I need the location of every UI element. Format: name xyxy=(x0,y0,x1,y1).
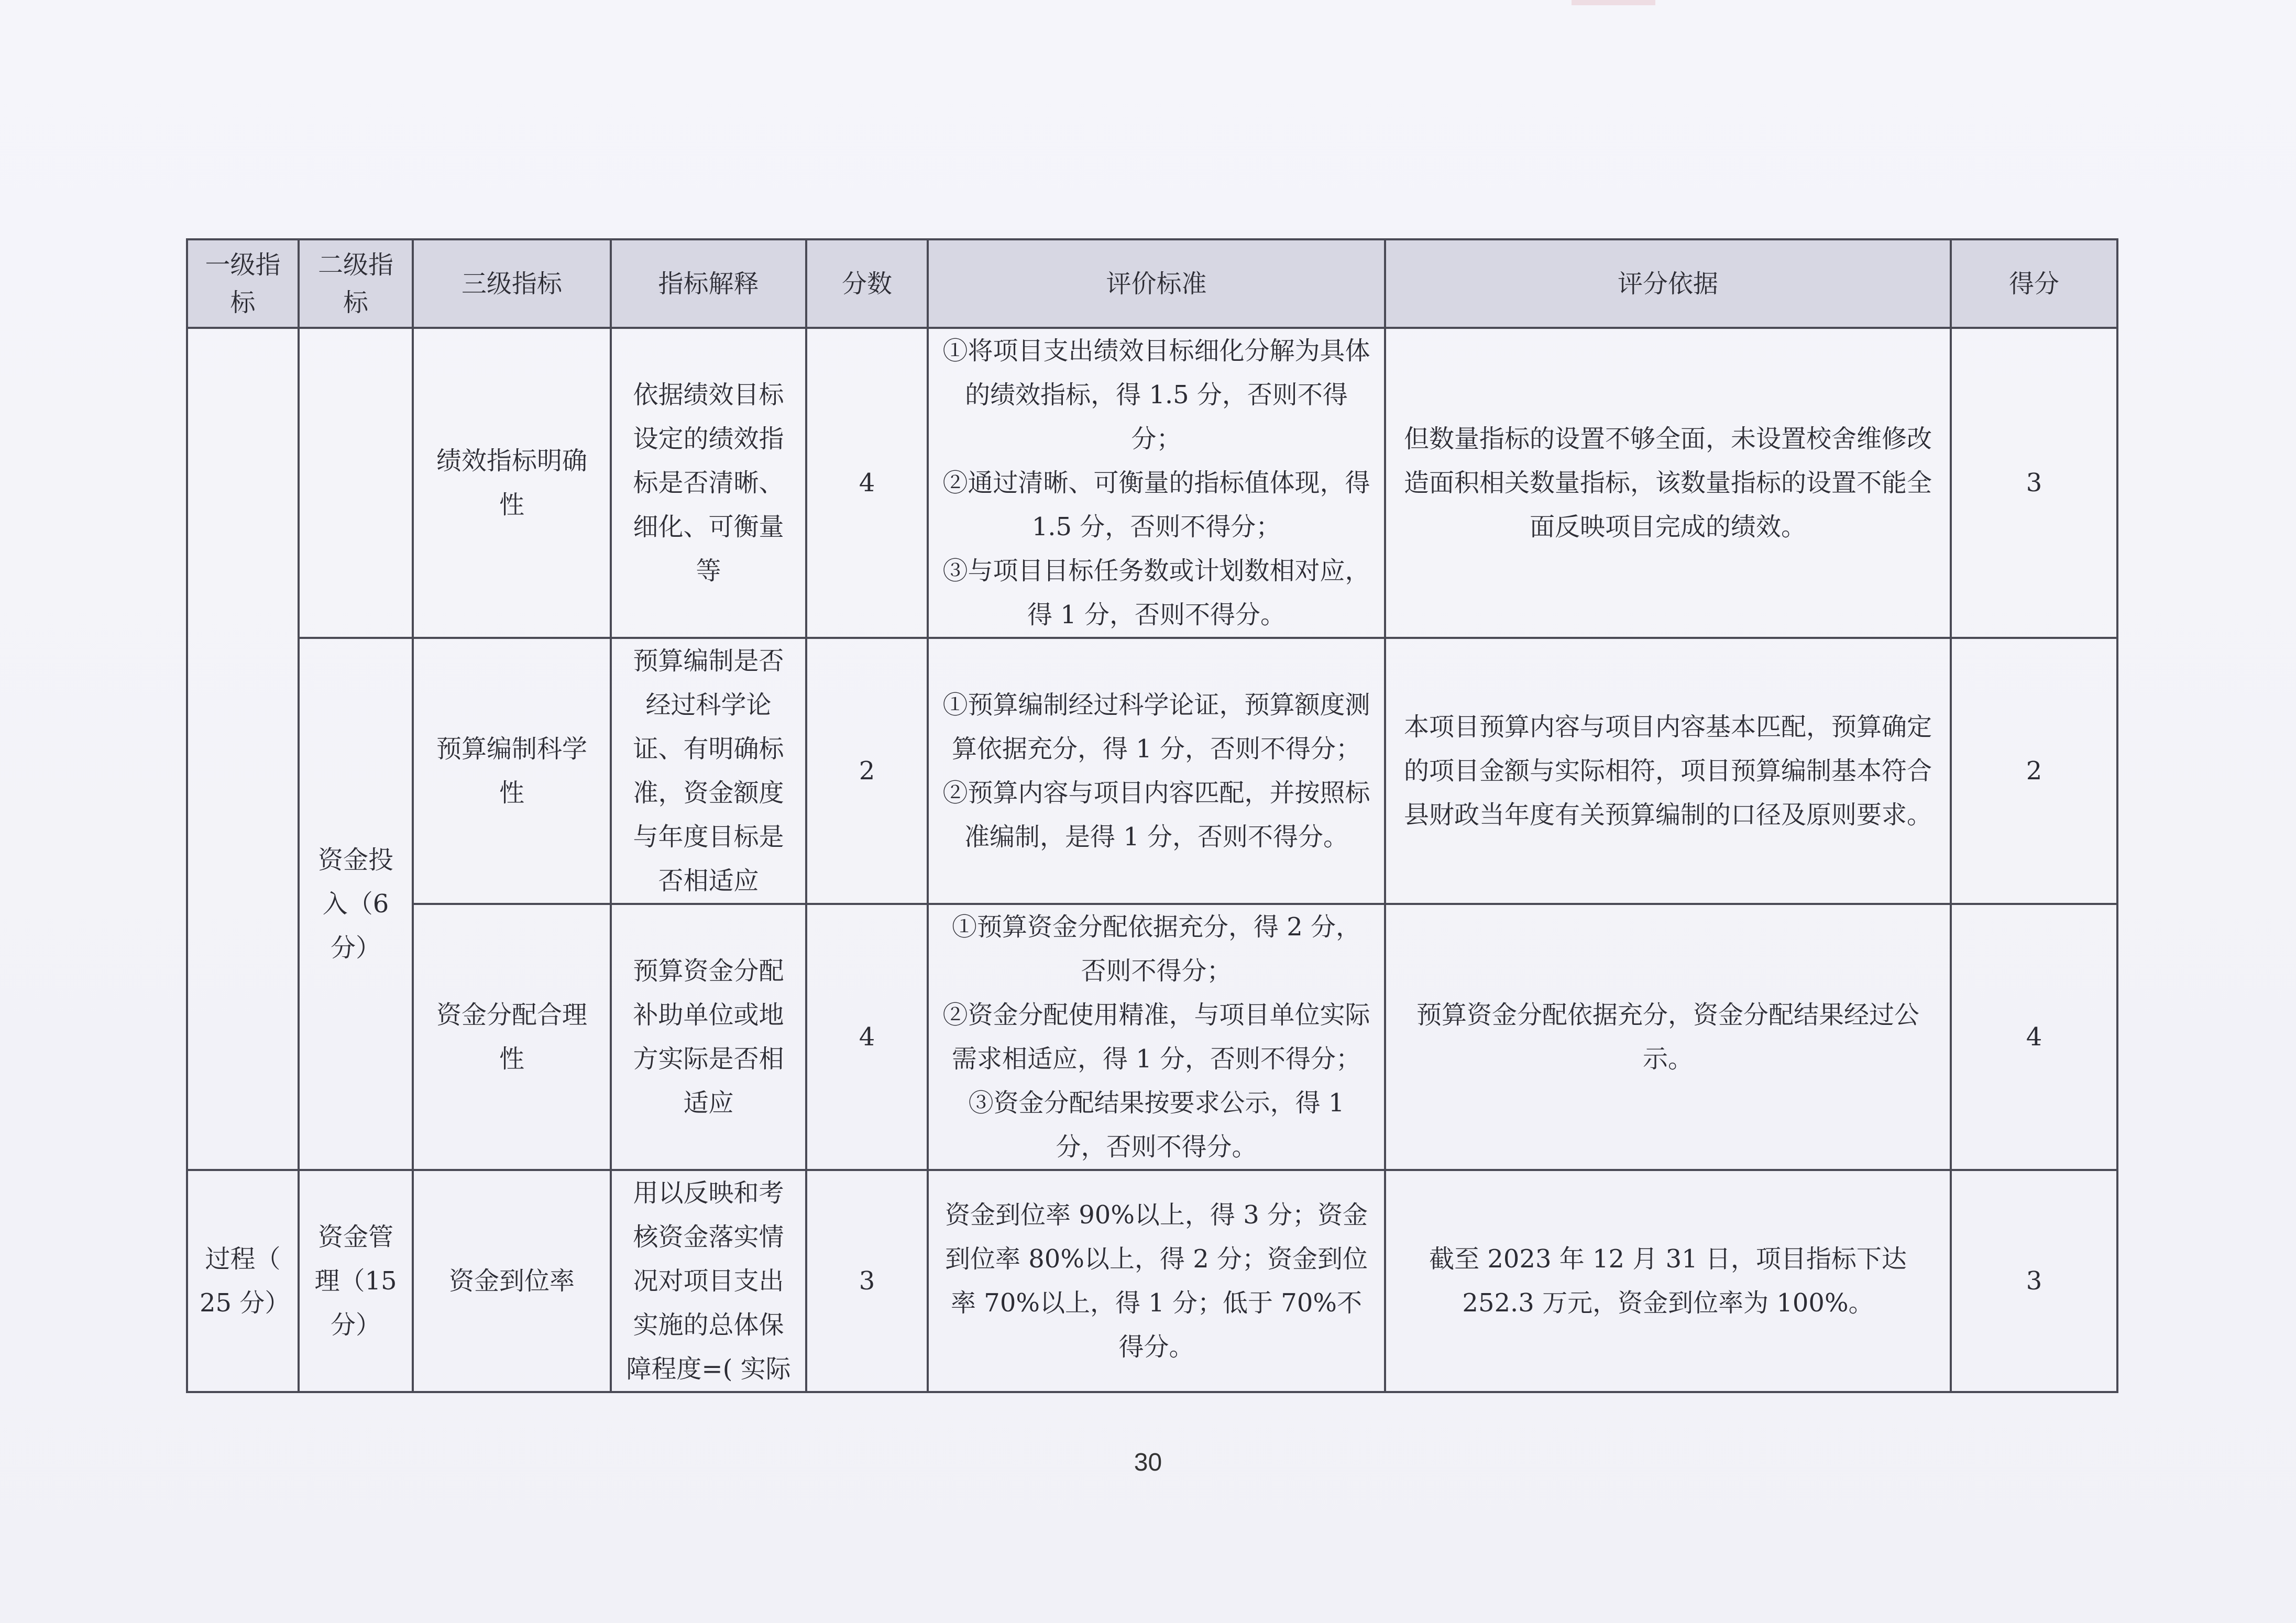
criteria-item: 资金到位率 90%以上，得 3 分；资金到位率 80%以上，得 2 分；资金到位率 70%以上，得 1 分；低于 70%不得分。 xyxy=(944,1200,1368,1362)
table-row xyxy=(187,328,2117,638)
level2-cell: 资金投入（6分） xyxy=(299,638,413,1170)
points-cell: 4 xyxy=(806,328,928,638)
level3-cell: 资金分配合理性 xyxy=(413,904,611,1170)
score-cell: 4 xyxy=(1951,904,2117,1170)
criteria-item: ②通过清晰、可衡量的指标值体现，得 1.5 分，否则不得分； xyxy=(942,468,1370,542)
evaluation-table xyxy=(186,238,2118,1393)
points-cell: 4 xyxy=(806,904,928,1170)
explain-cell: 用以反映和考核资金落实情况对项目支出实施的总体保障程度=( 实际 xyxy=(611,1170,806,1392)
stamp-mark xyxy=(1572,0,1655,5)
level3-cell: 资金到位率 xyxy=(413,1170,611,1392)
header-basis: 评分依据 xyxy=(1385,239,1951,328)
table-header-row xyxy=(187,239,2117,328)
header-points: 分数 xyxy=(806,239,928,328)
level3-cell: 绩效指标明确性 xyxy=(413,328,611,638)
basis-cell: 本项目预算内容与项目内容基本匹配，预算确定的项目金额与实际相符，项目预算编制基本符合县财政当年度有关预算编制的口径及原则要求。 xyxy=(1385,638,1951,904)
table-row xyxy=(187,1170,2117,1392)
criteria-item: ③与项目目标任务数或计划数相对应，得 1 分，否则不得分。 xyxy=(942,556,1370,630)
score-cell: 3 xyxy=(1951,328,2117,638)
level1-cell: 过程（ 25 分） xyxy=(187,1170,299,1392)
criteria-cell xyxy=(928,904,1385,1170)
table-row xyxy=(187,904,2117,1170)
criteria-cell xyxy=(928,328,1385,638)
criteria-item: ②预算内容与项目内容匹配，并按照标准编制，是得 1 分，否则不得分。 xyxy=(942,778,1370,852)
basis-cell: 截至 2023 年 12 月 31 日，项目指标下达 252.3 万元，资金到位率为 100%。 xyxy=(1385,1170,1951,1392)
criteria-item: ①将项目支出绩效目标细化分解为具体的绩效指标，得 1.5 分，否则不得分； xyxy=(942,336,1370,454)
table-row xyxy=(187,638,2117,904)
header-level1: 一级指标 xyxy=(187,239,299,328)
points-cell: 3 xyxy=(806,1170,928,1392)
criteria-item: ①预算资金分配依据充分，得 2 分，否则不得分； xyxy=(951,912,1361,986)
criteria-cell xyxy=(928,1170,1385,1392)
criteria-cell xyxy=(928,638,1385,904)
level3-cell: 预算编制科学性 xyxy=(413,638,611,904)
level2-cell: 资金管理（15 分） xyxy=(299,1170,413,1392)
header-level2: 二级指标 xyxy=(299,239,413,328)
header-criteria: 评价标准 xyxy=(928,239,1385,328)
score-cell: 3 xyxy=(1951,1170,2117,1392)
score-cell: 2 xyxy=(1951,638,2117,904)
explain-cell: 预算资金分配补助单位或地方实际是否相适应 xyxy=(611,904,806,1170)
explain-cell: 预算编制是否经过科学论证、有明确标准，资金额度与年度目标是否相适应 xyxy=(611,638,806,904)
basis-cell: 预算资金分配依据充分，资金分配结果经过公示。 xyxy=(1385,904,1951,1170)
level2-cell-empty xyxy=(299,328,413,638)
level1-cell-empty xyxy=(187,328,299,1170)
explain-cell: 依据绩效目标设定的绩效指标是否清晰、细化、可衡量等 xyxy=(611,328,806,638)
points-cell: 2 xyxy=(806,638,928,904)
basis-cell: 但数量指标的设置不够全面，未设置校舍维修改造面积相关数量指标，该数量指标的设置不能全面反映项目完成的绩效。 xyxy=(1385,328,1951,638)
criteria-item: ①预算编制经过科学论证，预算额度测算依据充分，得 1 分，否则不得分； xyxy=(942,690,1370,764)
header-score: 得分 xyxy=(1951,239,2117,328)
header-explain: 指标解释 xyxy=(611,239,806,328)
header-level3: 三级指标 xyxy=(413,239,611,328)
criteria-item: ③资金分配结果按要求公示，得 1 分，否则不得分。 xyxy=(968,1088,1345,1162)
page-number: 30 xyxy=(1134,1449,1162,1476)
criteria-item: ②资金分配使用精准，与项目单位实际需求相适应，得 1 分，否则不得分； xyxy=(942,1000,1370,1074)
